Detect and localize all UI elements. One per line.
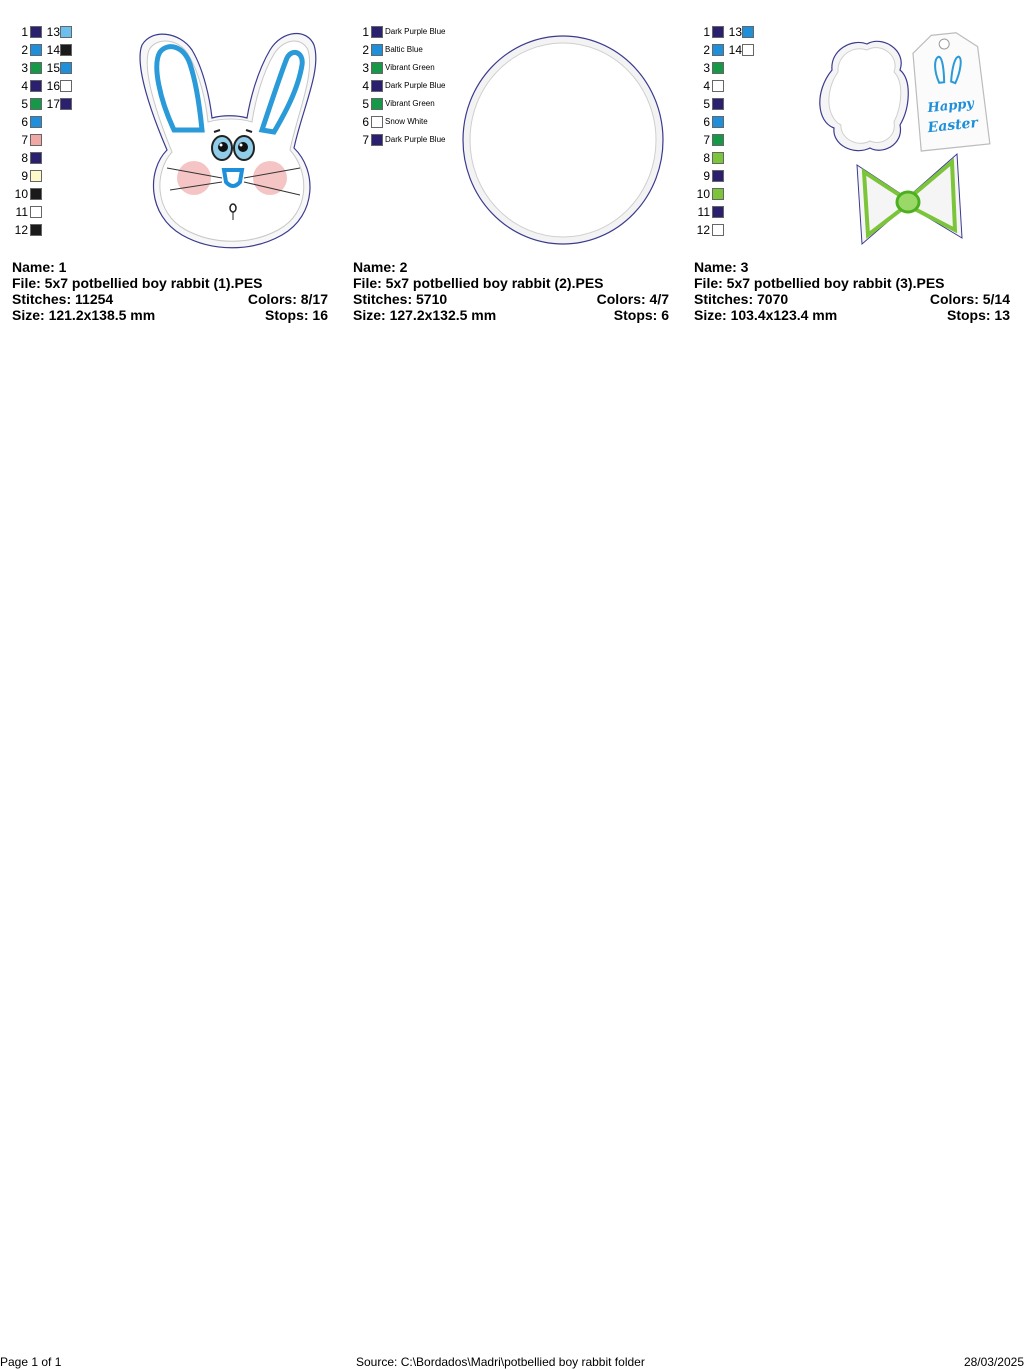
color-swatch — [30, 152, 42, 164]
color-number: 1 — [703, 25, 710, 39]
color-swatch — [742, 44, 754, 56]
color-swatch — [712, 116, 724, 128]
color-number: 8 — [21, 151, 28, 165]
color-swatch — [371, 134, 383, 146]
color-number: 15 — [46, 61, 60, 75]
color-swatch — [712, 224, 724, 236]
design-stops: Stops: 13 — [946, 307, 1010, 323]
design-file: File: 5x7 potbellied boy rabbit (3).PES — [694, 275, 945, 291]
design-stitches: Stitches: 5710 — [353, 291, 448, 307]
design-stitches: Stitches: 7070 — [694, 291, 789, 307]
color-number: 4 — [362, 79, 369, 93]
bunny-face-design — [122, 30, 332, 250]
color-number: 4 — [703, 79, 710, 93]
design-file: File: 5x7 potbellied boy rabbit (1).PES — [12, 275, 263, 291]
design-card-2 — [353, 24, 673, 324]
design-size: Size: 121.2x138.5 mm — [12, 307, 156, 323]
color-number: 1 — [21, 25, 28, 39]
color-number: 5 — [703, 97, 710, 111]
footer-date: 28/03/2025 — [963, 1355, 1024, 1369]
color-name: Vibrant Green — [385, 99, 435, 108]
color-number: 12 — [696, 223, 710, 237]
color-swatch — [371, 80, 383, 92]
design-card-1 — [12, 24, 332, 324]
color-number: 2 — [703, 43, 710, 57]
design-info — [694, 259, 1010, 323]
tag-text-easter: Easter — [926, 115, 979, 137]
color-number: 6 — [362, 115, 369, 129]
color-swatch — [60, 80, 72, 92]
color-number: 3 — [21, 61, 28, 75]
color-number: 5 — [21, 97, 28, 111]
color-number: 6 — [21, 115, 28, 129]
color-swatch — [60, 98, 72, 110]
color-swatch — [30, 116, 42, 128]
design-colors: Colors: 8/17 — [247, 291, 328, 307]
tag-tail-bowtie-design — [812, 30, 1012, 252]
color-number: 10 — [14, 187, 28, 201]
color-swatch — [371, 26, 383, 38]
color-number: 11 — [15, 205, 28, 219]
color-number: 10 — [696, 187, 710, 201]
color-swatch — [712, 80, 724, 92]
color-swatch — [712, 206, 724, 218]
design-card-3 — [694, 24, 1014, 324]
color-swatch — [30, 134, 42, 146]
design-info — [12, 259, 328, 323]
color-number: 4 — [21, 79, 28, 93]
color-number: 9 — [703, 169, 710, 183]
color-number: 16 — [46, 79, 60, 93]
color-name: Vibrant Green — [385, 63, 435, 72]
design-info — [353, 259, 669, 323]
design-size: Size: 103.4x123.4 mm — [694, 307, 838, 323]
circle-design — [461, 34, 665, 246]
color-number: 7 — [703, 133, 710, 147]
color-swatch — [30, 170, 42, 182]
color-number: 12 — [14, 223, 28, 237]
color-swatch — [712, 152, 724, 164]
design-stops: Stops: 16 — [264, 307, 328, 323]
color-number: 5 — [362, 97, 369, 111]
color-number: 13 — [46, 25, 60, 39]
color-number: 7 — [21, 133, 28, 147]
color-number: 8 — [703, 151, 710, 165]
footer-page: Page 1 of 1 — [0, 1355, 62, 1369]
design-name: Name: 1 — [12, 259, 67, 275]
color-number: 6 — [703, 115, 710, 129]
color-number: 1 — [362, 25, 369, 39]
color-name: Dark Purple Blue — [385, 135, 446, 144]
color-name: Snow White — [385, 117, 428, 126]
color-number: 14 — [46, 43, 60, 57]
color-number: 11 — [697, 205, 710, 219]
color-number: 3 — [703, 61, 710, 75]
color-swatch — [60, 26, 72, 38]
design-colors: Colors: 5/14 — [929, 291, 1010, 307]
color-swatch — [742, 26, 754, 38]
color-swatch — [371, 62, 383, 74]
color-swatch — [371, 116, 383, 128]
design-file: File: 5x7 potbellied boy rabbit (2).PES — [353, 275, 604, 291]
design-name: Name: 2 — [353, 259, 408, 275]
color-number: 14 — [728, 43, 742, 57]
design-colors: Colors: 4/7 — [596, 291, 669, 307]
color-number: 2 — [21, 43, 28, 57]
color-swatch — [30, 188, 42, 200]
color-name: Dark Purple Blue — [385, 27, 446, 36]
color-swatch — [30, 206, 42, 218]
design-name: Name: 3 — [694, 259, 749, 275]
tag-text-happy: Happy — [926, 96, 975, 117]
color-swatch — [371, 44, 383, 56]
color-name: Baltic Blue — [385, 45, 423, 54]
color-number: 13 — [728, 25, 742, 39]
color-number: 2 — [362, 43, 369, 57]
color-number: 9 — [21, 169, 28, 183]
color-swatch — [371, 98, 383, 110]
design-stops: Stops: 6 — [613, 307, 669, 323]
color-swatch — [712, 62, 724, 74]
color-swatch — [712, 170, 724, 182]
design-stitches: Stitches: 11254 — [12, 291, 114, 307]
footer-source: Source: C:\Bordados\Madri\potbellied boy rabbit folder — [356, 1355, 645, 1369]
color-swatch — [60, 44, 72, 56]
color-swatch — [30, 224, 42, 236]
design-size: Size: 127.2x132.5 mm — [353, 307, 497, 323]
color-swatch — [712, 98, 724, 110]
color-name: Dark Purple Blue — [385, 81, 446, 90]
color-number: 3 — [362, 61, 369, 75]
color-swatch — [712, 188, 724, 200]
color-number: 7 — [362, 133, 369, 147]
color-number: 17 — [46, 97, 60, 111]
color-swatch — [60, 62, 72, 74]
color-swatch — [712, 134, 724, 146]
